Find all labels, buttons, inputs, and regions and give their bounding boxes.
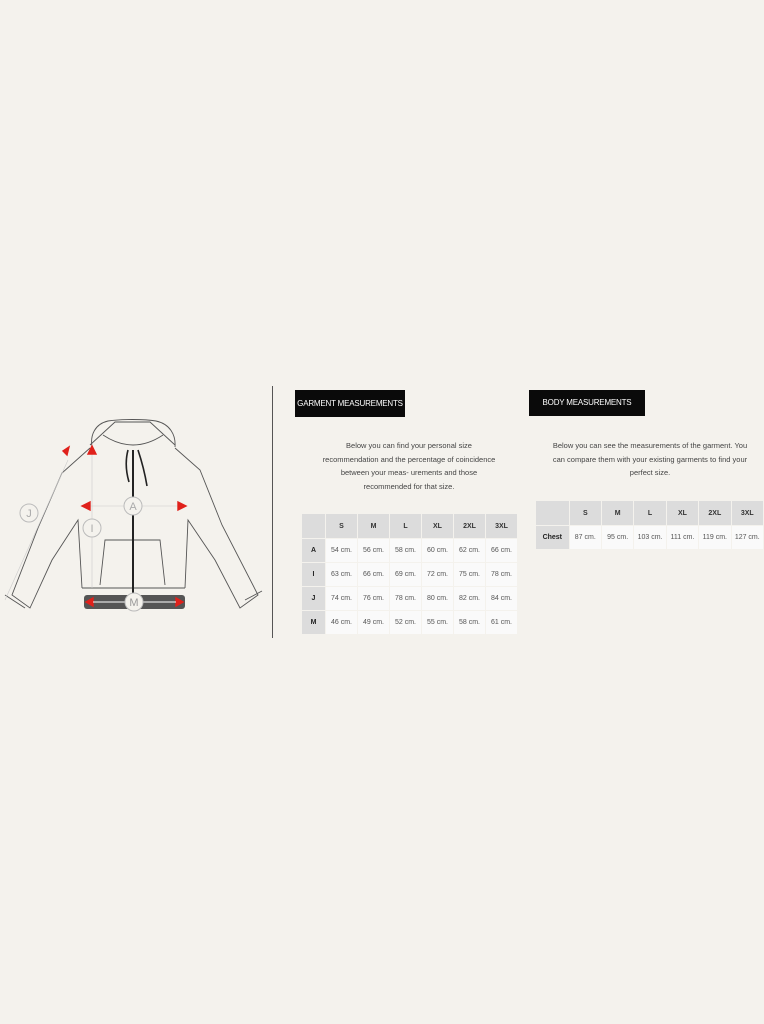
table-cell: 49 cm.: [358, 611, 390, 635]
table-cell: 58 cm.: [390, 539, 422, 563]
table-cell: 62 cm.: [454, 539, 486, 563]
size-header: 2XL: [454, 514, 486, 539]
table-cell: 119 cm.: [699, 526, 731, 550]
table-corner: [536, 501, 570, 526]
table-cell: 56 cm.: [358, 539, 390, 563]
table-cell: 82 cm.: [454, 587, 486, 611]
table-cell: 52 cm.: [390, 611, 422, 635]
table-cell: 78 cm.: [390, 587, 422, 611]
table-row: [536, 526, 764, 550]
table-cell: 103 cm.: [634, 526, 666, 550]
size-header: S: [569, 501, 601, 526]
table-cell: 60 cm.: [422, 539, 454, 563]
label-j: J: [26, 508, 32, 520]
table-cell: 78 cm.: [486, 563, 518, 587]
size-header: S: [326, 514, 358, 539]
body-description: Below you can see the measurements of the garment. You can compare them with your existing garments to find your perfect size.: [552, 441, 748, 477]
size-header: 3XL: [731, 501, 763, 526]
table-cell: 74 cm.: [326, 587, 358, 611]
table-cell: 54 cm.: [326, 539, 358, 563]
table-cell: 58 cm.: [454, 611, 486, 635]
label-i: I: [90, 523, 94, 535]
hoodie-diagram: [0, 410, 270, 640]
table-cell: 72 cm.: [422, 563, 454, 587]
garment-measurements-tag: GARMENT MEASUREMENTS: [295, 390, 405, 417]
size-header: XL: [666, 501, 698, 526]
garment-description: Below you can find your personal size recommendation and the percentage of coincidence between your meas- urements and those recommended for that size.: [322, 441, 496, 491]
table-cell: 87 cm.: [569, 526, 601, 550]
table-cell: 69 cm.: [390, 563, 422, 587]
row-label: M: [302, 611, 326, 635]
table-cell: 66 cm.: [486, 539, 518, 563]
row-label: J: [302, 587, 326, 611]
vertical-divider: [272, 386, 273, 638]
table-row: [302, 539, 518, 563]
table-cell: 46 cm.: [326, 611, 358, 635]
table-corner: [302, 514, 326, 539]
table-cell: 76 cm.: [358, 587, 390, 611]
table-cell: 55 cm.: [422, 611, 454, 635]
size-header: 2XL: [699, 501, 731, 526]
label-m: M: [129, 597, 139, 609]
table-cell: 66 cm.: [358, 563, 390, 587]
size-header: XL: [422, 514, 454, 539]
table-cell: 84 cm.: [486, 587, 518, 611]
body-size-table: [535, 500, 764, 550]
table-cell: 75 cm.: [454, 563, 486, 587]
size-header: 3XL: [486, 514, 518, 539]
table-cell: 61 cm.: [486, 611, 518, 635]
body-header-row: [536, 501, 764, 526]
size-header: L: [390, 514, 422, 539]
table-cell: 111 cm.: [666, 526, 698, 550]
label-a: A: [129, 501, 137, 513]
body-measurements-tag: BODY MEASUREMENTS: [529, 390, 645, 416]
size-header: M: [601, 501, 633, 526]
table-cell: 63 cm.: [326, 563, 358, 587]
size-header: L: [634, 501, 666, 526]
table-row: [302, 611, 518, 635]
table-cell: 95 cm.: [601, 526, 633, 550]
row-label: Chest: [536, 526, 570, 550]
garment-size-table: [301, 513, 518, 635]
row-label: I: [302, 563, 326, 587]
table-cell: 80 cm.: [422, 587, 454, 611]
size-header: M: [358, 514, 390, 539]
row-label: A: [302, 539, 326, 563]
table-row: [302, 587, 518, 611]
table-cell: 127 cm.: [731, 526, 763, 550]
garment-header-row: [302, 514, 518, 539]
table-row: [302, 563, 518, 587]
